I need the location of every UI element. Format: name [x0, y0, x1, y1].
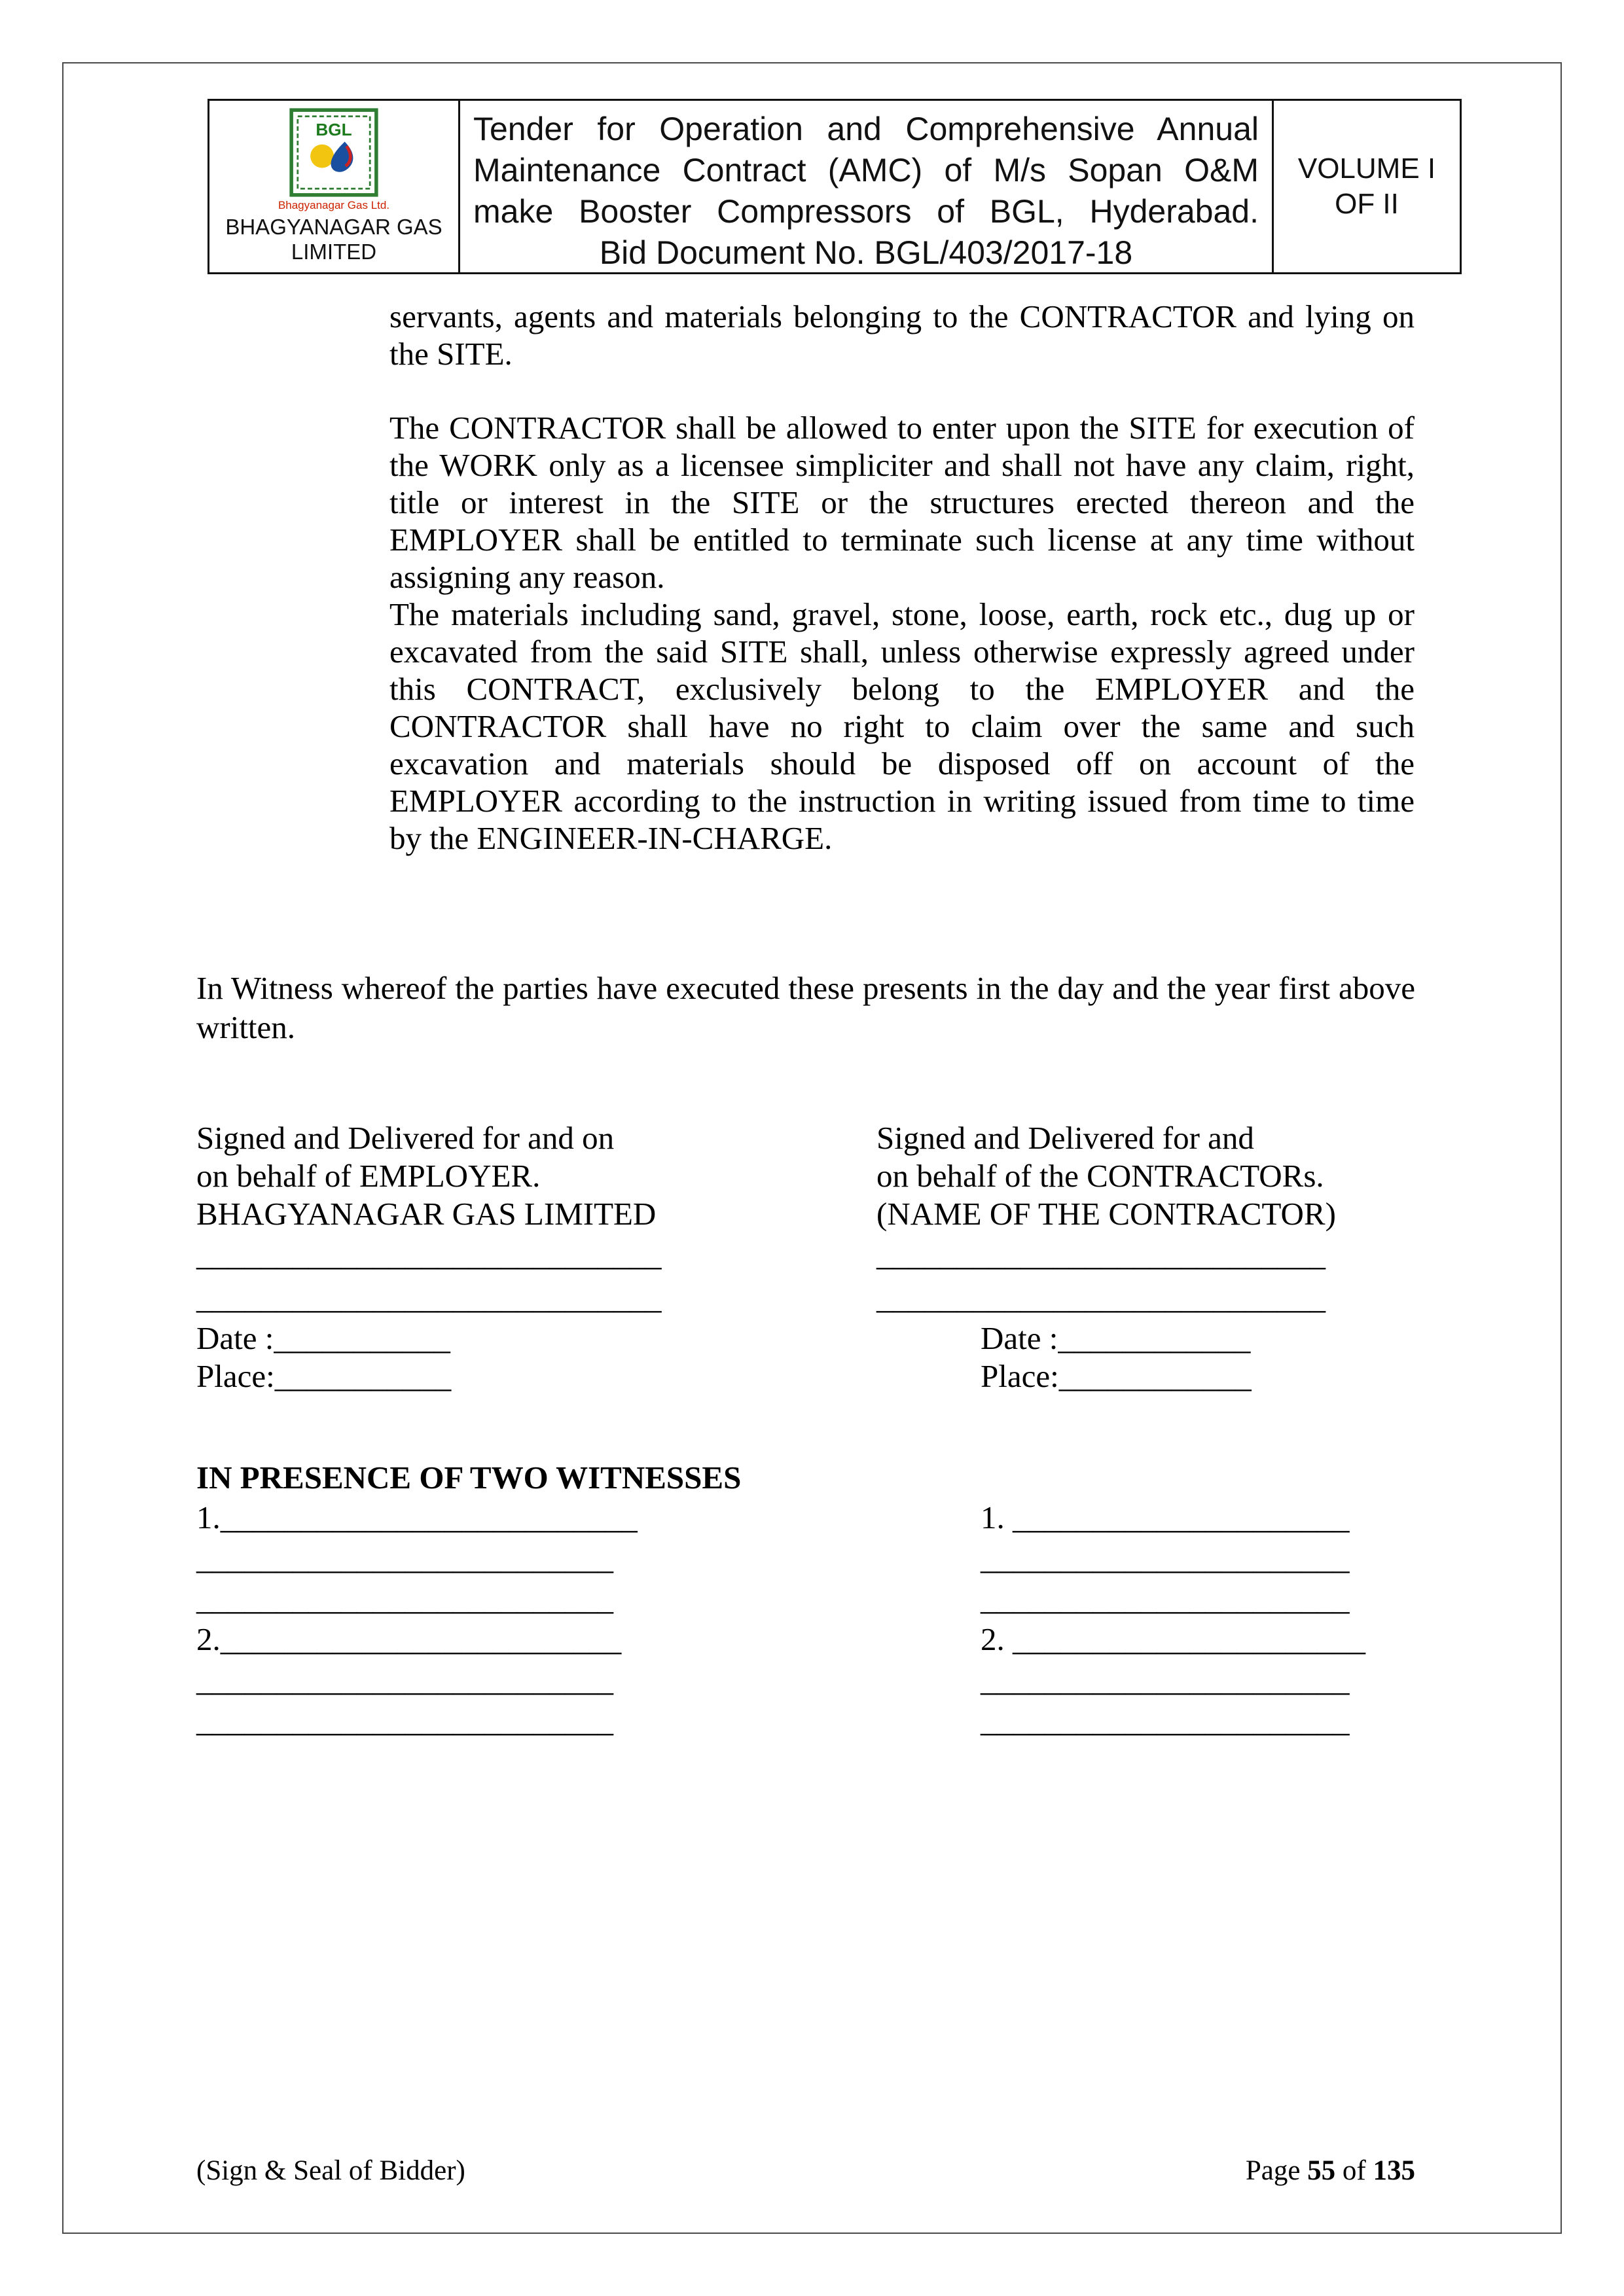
total-page-number: 135 — [1373, 2155, 1415, 2186]
witness-line: _______________________ — [981, 1540, 1350, 1576]
org-name — [225, 215, 442, 264]
contractor-sig-line3: (NAME OF THE CONTRACTOR) — [876, 1196, 1336, 1232]
employer-sig-line1: Signed and Delivered for and on — [196, 1120, 615, 1156]
witnesses-columns — [196, 1498, 1415, 1741]
witness-left-column — [196, 1498, 981, 1741]
contractor-signature-rule: ____________________________ — [876, 1236, 1326, 1272]
page-number-indicator — [1246, 2155, 1415, 2187]
bid-document-number: Bid Document No. BGL/403/2017-18 — [599, 234, 1133, 271]
witness-line: 1. _____________________ — [981, 1499, 1350, 1535]
witnesses-heading: IN PRESENCE OF TWO WITNESSES — [196, 1460, 742, 1496]
employer-sig-line3: BHAGYANAGAR GAS LIMITED — [196, 1196, 657, 1232]
clause-paragraph-1: servants, agents and materials belonging to the CONTRACTOR and lying on the SITE. — [389, 298, 1415, 372]
tender-title-line: Maintenance Contract (AMC) of M/s Sopan O&M — [473, 152, 1259, 188]
witness-line: __________________________ — [196, 1662, 613, 1698]
of-word: of — [1335, 2155, 1373, 2186]
employer-place-field: Place:___________ — [196, 1358, 452, 1394]
witness-line: __________________________ — [196, 1702, 613, 1738]
contractor-sig-line1: Signed and Delivered for and — [876, 1120, 1254, 1156]
contractor-date-field: Date :____________ — [981, 1320, 1251, 1356]
witness-line: __________________________ — [196, 1581, 613, 1617]
tender-title-line: Tender for Operation and Comprehensive Annual — [473, 111, 1259, 147]
witness-line: 2._________________________ — [196, 1621, 622, 1657]
signature-section — [196, 1119, 1415, 1395]
in-witness-clause: In Witness whereof the parties have executed these presents in the day and the year first above written. — [196, 970, 1415, 1045]
witness-line: 1.__________________________ — [196, 1499, 638, 1535]
clause-paragraph-2: The CONTRACTOR shall be allowed to enter upon the SITE for execution of the WORK only as a licensee simpliciter and shall not have any claim, right, title or interest in the SITE or the structures erected thereon and the EMPLOYER shall be entitled to terminate such license at any time without assigning any reason. — [389, 410, 1415, 595]
employer-signature-rule: _____________________________ — [196, 1280, 662, 1316]
volume-line1: VOLUME I — [1297, 152, 1436, 185]
org-name-line2: LIMITED — [291, 239, 377, 264]
witnesses-section — [196, 1458, 1415, 1741]
contractor-signature-block — [876, 1119, 1415, 1395]
tender-title-line: make Booster Compressors of BGL, Hyderabad. — [473, 193, 1259, 230]
contractor-sig-line2: on behalf of the CONTRACTORs. — [876, 1158, 1324, 1194]
page-footer — [196, 2155, 1415, 2187]
witness-line: _______________________ — [981, 1581, 1350, 1617]
sign-seal-note: (Sign & Seal of Bidder) — [196, 2155, 465, 2186]
bgl-logo-icon — [289, 107, 379, 201]
logo-cell — [209, 101, 460, 272]
clause-paragraph-3: The materials including sand, gravel, stone, loose, earth, rock etc., dug up or excavated from the said SITE shall, unless otherwise expressly agreed under this CONTRACT, exclusively belong to the EMPLOYER and the CONTRACTOR shall have no right to claim over the same and such excavation and materials should be disposed off on account of the EMPLOYER according to the instruction in writing issued from time to time by the ENGINEER-IN-CHARGE. — [389, 596, 1415, 856]
employer-date-field: Date :___________ — [196, 1320, 450, 1356]
svg-text:BGL: BGL — [316, 119, 352, 139]
logo-caption: Bhagyanagar Gas Ltd. — [278, 199, 390, 211]
volume-cell — [1274, 101, 1460, 272]
volume-line2: OF II — [1335, 188, 1399, 220]
contractor-signature-rule: ____________________________ — [876, 1280, 1326, 1316]
witness-line: _______________________ — [981, 1662, 1350, 1698]
page-word: Page — [1245, 2155, 1308, 2186]
employer-signature-rule: _____________________________ — [196, 1236, 662, 1272]
employer-sig-line2: on behalf of EMPLOYER. — [196, 1158, 541, 1194]
employer-signature-block — [196, 1119, 876, 1395]
header-table — [208, 99, 1462, 274]
witness-line: 2. ______________________ — [981, 1621, 1365, 1657]
contractor-place-field: Place:____________ — [981, 1358, 1252, 1394]
witness-right-column — [981, 1498, 1415, 1741]
tender-title-cell — [460, 101, 1274, 272]
current-page-number: 55 — [1307, 2155, 1336, 2186]
witness-line: __________________________ — [196, 1540, 613, 1576]
contract-clauses — [389, 298, 1415, 857]
org-name-line1: BHAGYANAGAR GAS — [225, 214, 442, 239]
witness-line: _______________________ — [981, 1702, 1350, 1738]
